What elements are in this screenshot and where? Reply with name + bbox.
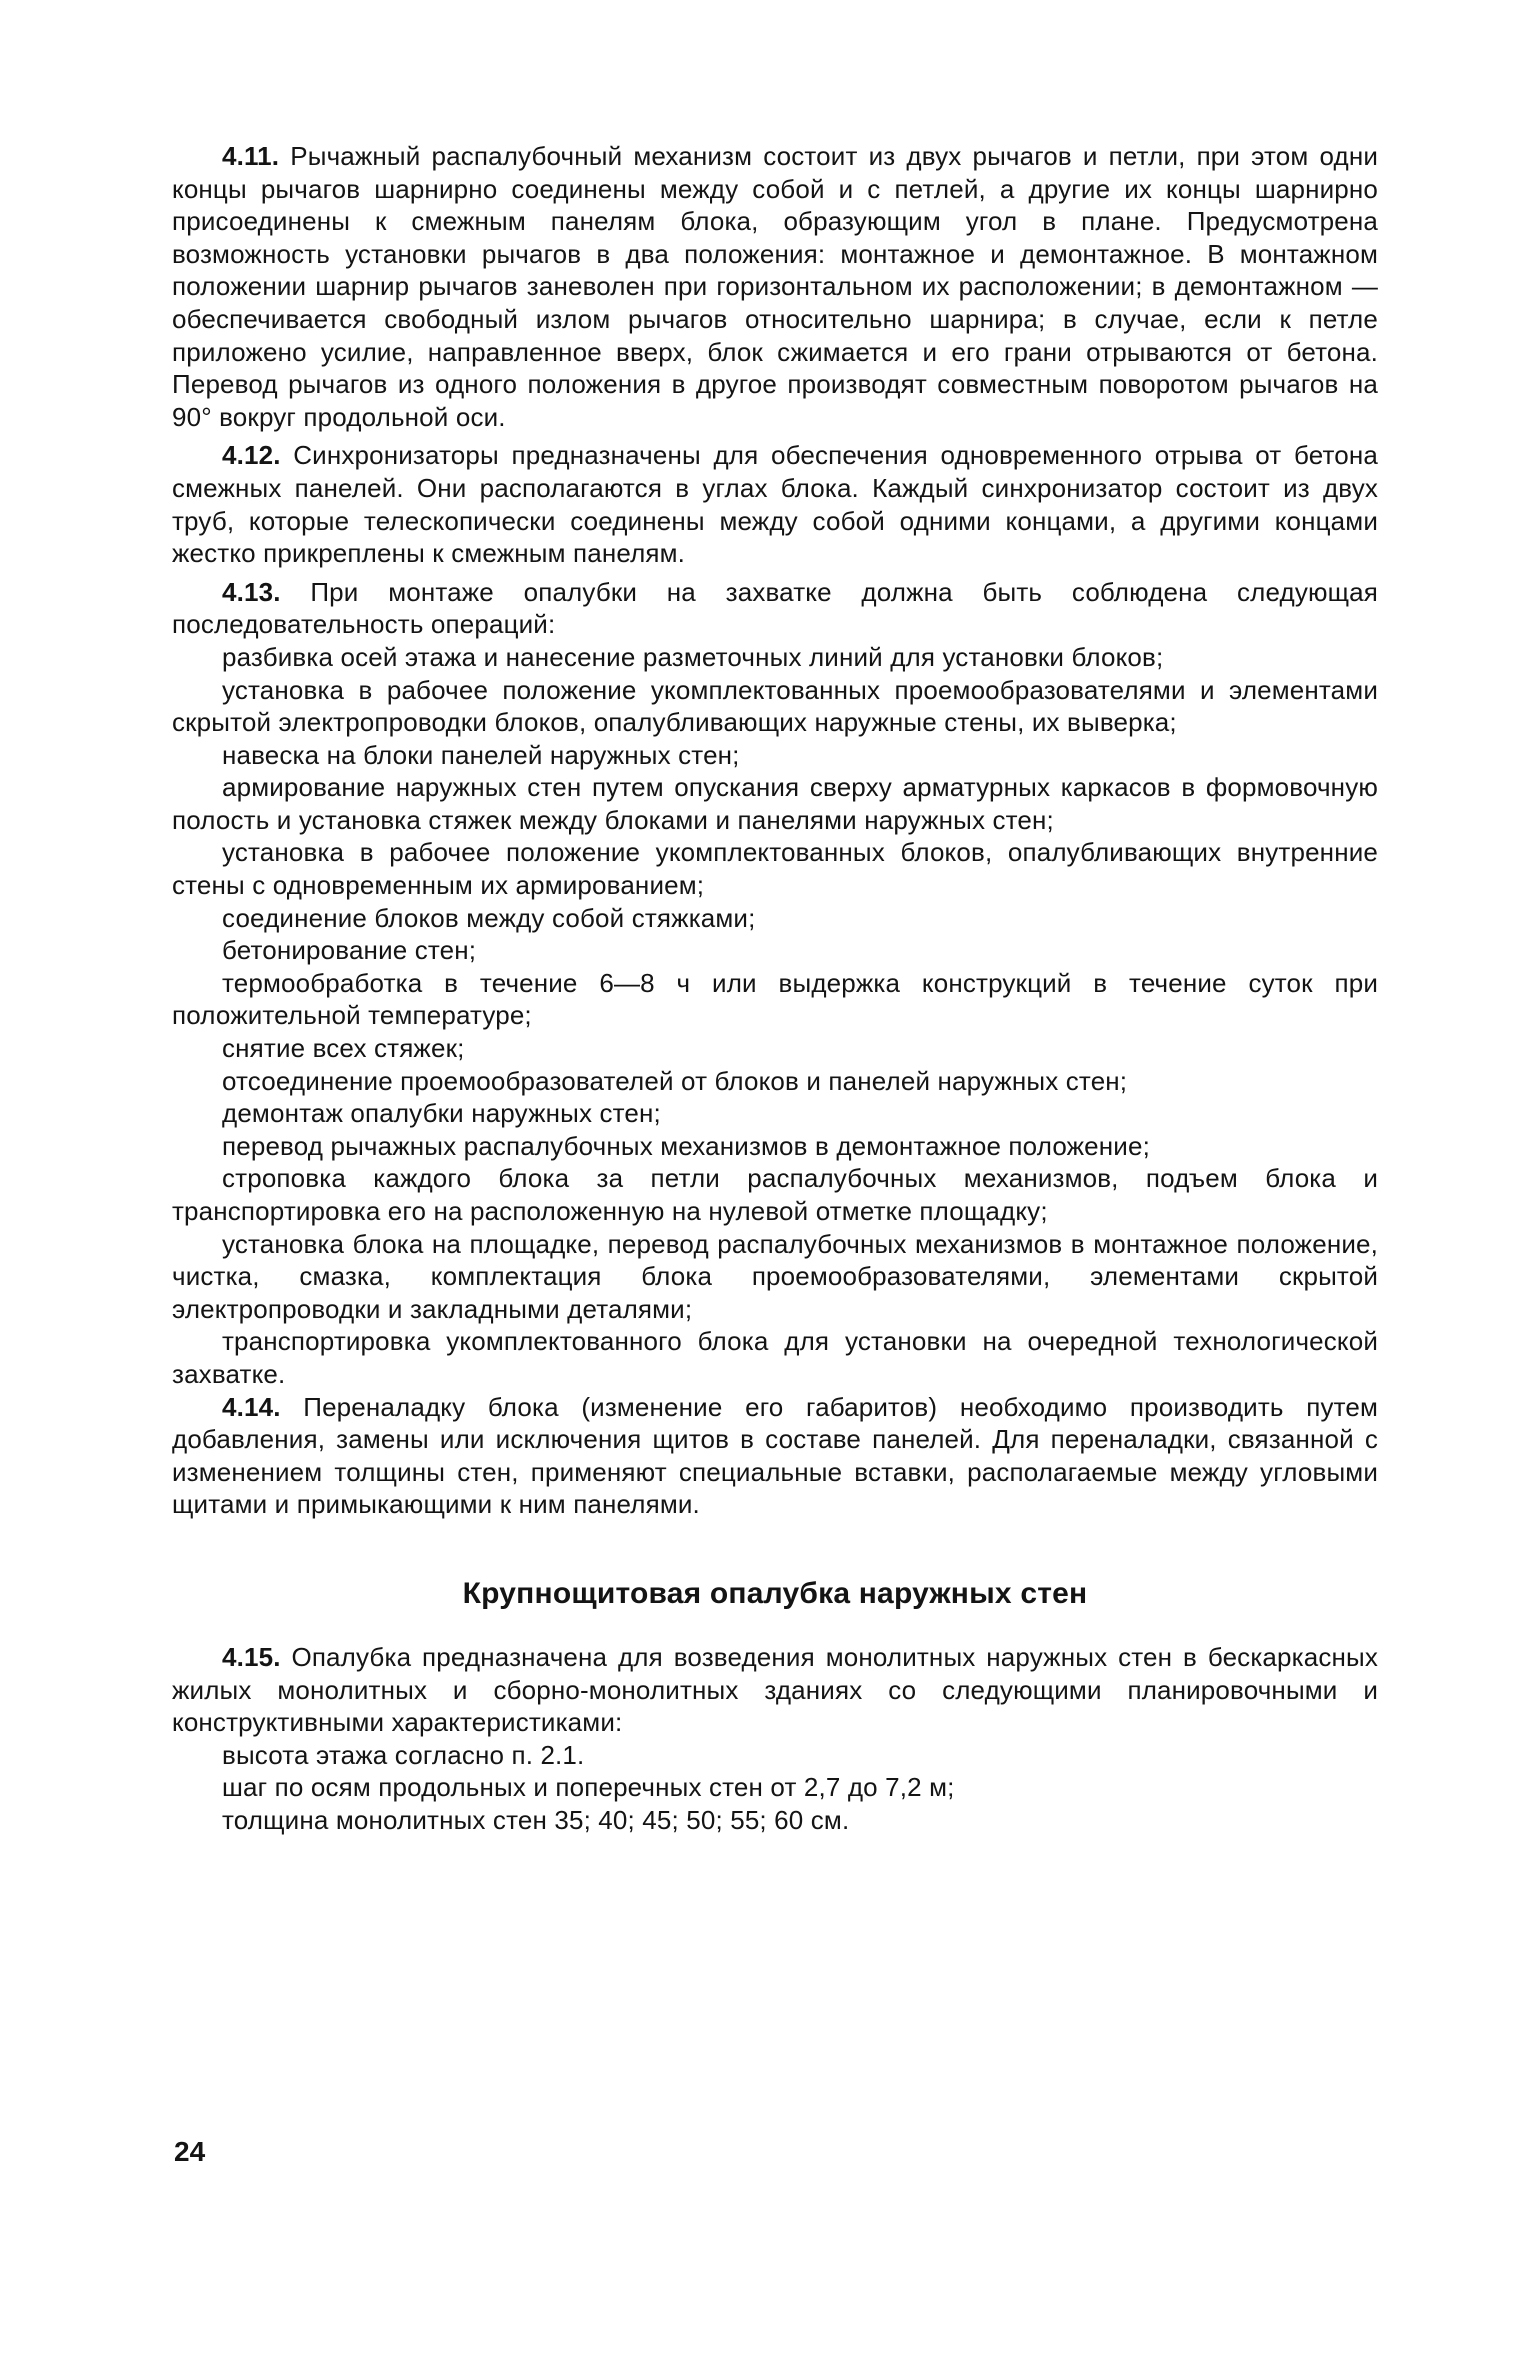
- page-number: 24: [174, 2136, 206, 2167]
- paragraph-text: Синхронизаторы предназначены для обеспечения одновременного отрыва от бетона смежных панелей. Они располагаются в углах блока. Каждый синхронизатор состоит из двух труб, которые телескопически соединены между собой одними концами, а другими концами жестко прикреплены к смежным панелям.: [172, 440, 1378, 569]
- list-item: установка в рабочее положение укомплектованных блоков, опалубливающих внутренние стены с одновременным их армированием;: [172, 837, 1378, 901]
- page-body: [172, 140, 1378, 1837]
- list-item: снятие всех стяжек;: [222, 1033, 465, 1064]
- list-item: армирование наружных стен путем опускания сверху арматурных каркасов в формовочную полость и установка стяжек между блоками и панелями наружных стен;: [172, 772, 1378, 835]
- section-number: 4.14.: [222, 1391, 281, 1422]
- paragraph-4-15: [172, 1641, 1378, 1739]
- paragraph-text: Опалубка предназначена для возведения монолитных наружных стен в бескаркасных жилых монолитных и сборно-монолитных зданиях со следующими планировочными и конструктивными характеристиками:: [172, 1641, 1378, 1738]
- list-item: соединение блоков между собой стяжками;: [222, 902, 756, 933]
- paragraph-4-14: [172, 1391, 1378, 1521]
- list-item: шаг по осям продольных и поперечных стен от 2,7 до 7,2 м;: [222, 1772, 955, 1803]
- list-item: транспортировка укомплектованного блока для установки на очередной технологической захватке.: [172, 1326, 1378, 1389]
- section-number: 4.15.: [222, 1641, 281, 1672]
- section-number: 4.11.: [222, 141, 280, 171]
- list-item: установка в рабочее положение укомплектованных проемообразователями и элементами скрытой электропроводки блоков, опалубливающих наружные стены, их выверка;: [172, 674, 1378, 738]
- paragraph-4-13: [172, 576, 1378, 641]
- paragraph-4-11: [172, 140, 1378, 433]
- list-item: установка блока на площадке, перевод распалубочных механизмов в монтажное положение, чистка, смазка, комплектация блока проемообразователями, элементами скрытой электропроводки и закладными деталями;: [172, 1228, 1378, 1324]
- paragraph-text: Переналадку блока (изменение его габаритов) необходимо производить путем добавления, замены или исключения щитов в составе панелей. Для переналадки, связанной с изменением толщины стен, применяют специальные вставки, располагаемые между угловыми щитами и примыкающими к ним панелями.: [172, 1391, 1378, 1520]
- section-number: 4.13.: [222, 576, 281, 607]
- list-item: высота этажа согласно п. 2.1.: [222, 1739, 585, 1770]
- list-item: отсоединение проемообразователей от блоков и панелей наружных стен;: [222, 1065, 1128, 1096]
- list-item: перевод рычажных распалубочных механизмов в демонтажное положение;: [222, 1130, 1150, 1161]
- paragraph-text: При монтаже опалубки на захватке должна быть соблюдена следующая последовательность операций:: [172, 576, 1378, 640]
- list-item: строповка каждого блока за петли распалубочных механизмов, подъем блока и транспортировка его на расположенную на нулевой отметке площадку;: [172, 1163, 1378, 1226]
- paragraph-4-12: [172, 439, 1378, 569]
- list-item: толщина монолитных стен 35; 40; 45; 50; 55; 60 см.: [222, 1804, 850, 1835]
- list-item: навеска на блоки панелей наружных стен;: [222, 739, 740, 770]
- list-item: демонтаж опалубки наружных стен;: [222, 1098, 661, 1129]
- section-number: 4.12.: [222, 440, 281, 471]
- section-heading: Крупнощитовая опалубка наружных стен: [462, 1576, 1088, 1610]
- list-item: бетонирование стен;: [222, 935, 477, 966]
- paragraph-text: Рычажный распалубочный механизм состоит из двух рычагов и петли, при этом одни концы рычагов шарнирно соединены между собой и с петлей, а другие их концы шарнирно присоединены к смежным панелям блока, образующим угол в плане. Предусмотрена возможность установки рычагов в два положения: монтажное и демонтажное. В монтажном положении шарнир рычагов заневолен при горизонтальном их расположении; в демонтажном — обеспечивается свободный излом рычагов относительно шарнира; в случае, если к петле приложено усилие, направленное вверх, блок сжимается и его грани отрываются от бетона. Перевод рычагов из одного положения в другое производят совместным поворотом рычагов на 90° вокруг продольной оси.: [172, 141, 1378, 432]
- list-item: термообработка в течение 6—8 ч или выдержка конструкций в течение суток при положительной температуре;: [172, 967, 1378, 1031]
- list-item: разбивка осей этажа и нанесение разметочных линий для установки блоков;: [222, 641, 1164, 672]
